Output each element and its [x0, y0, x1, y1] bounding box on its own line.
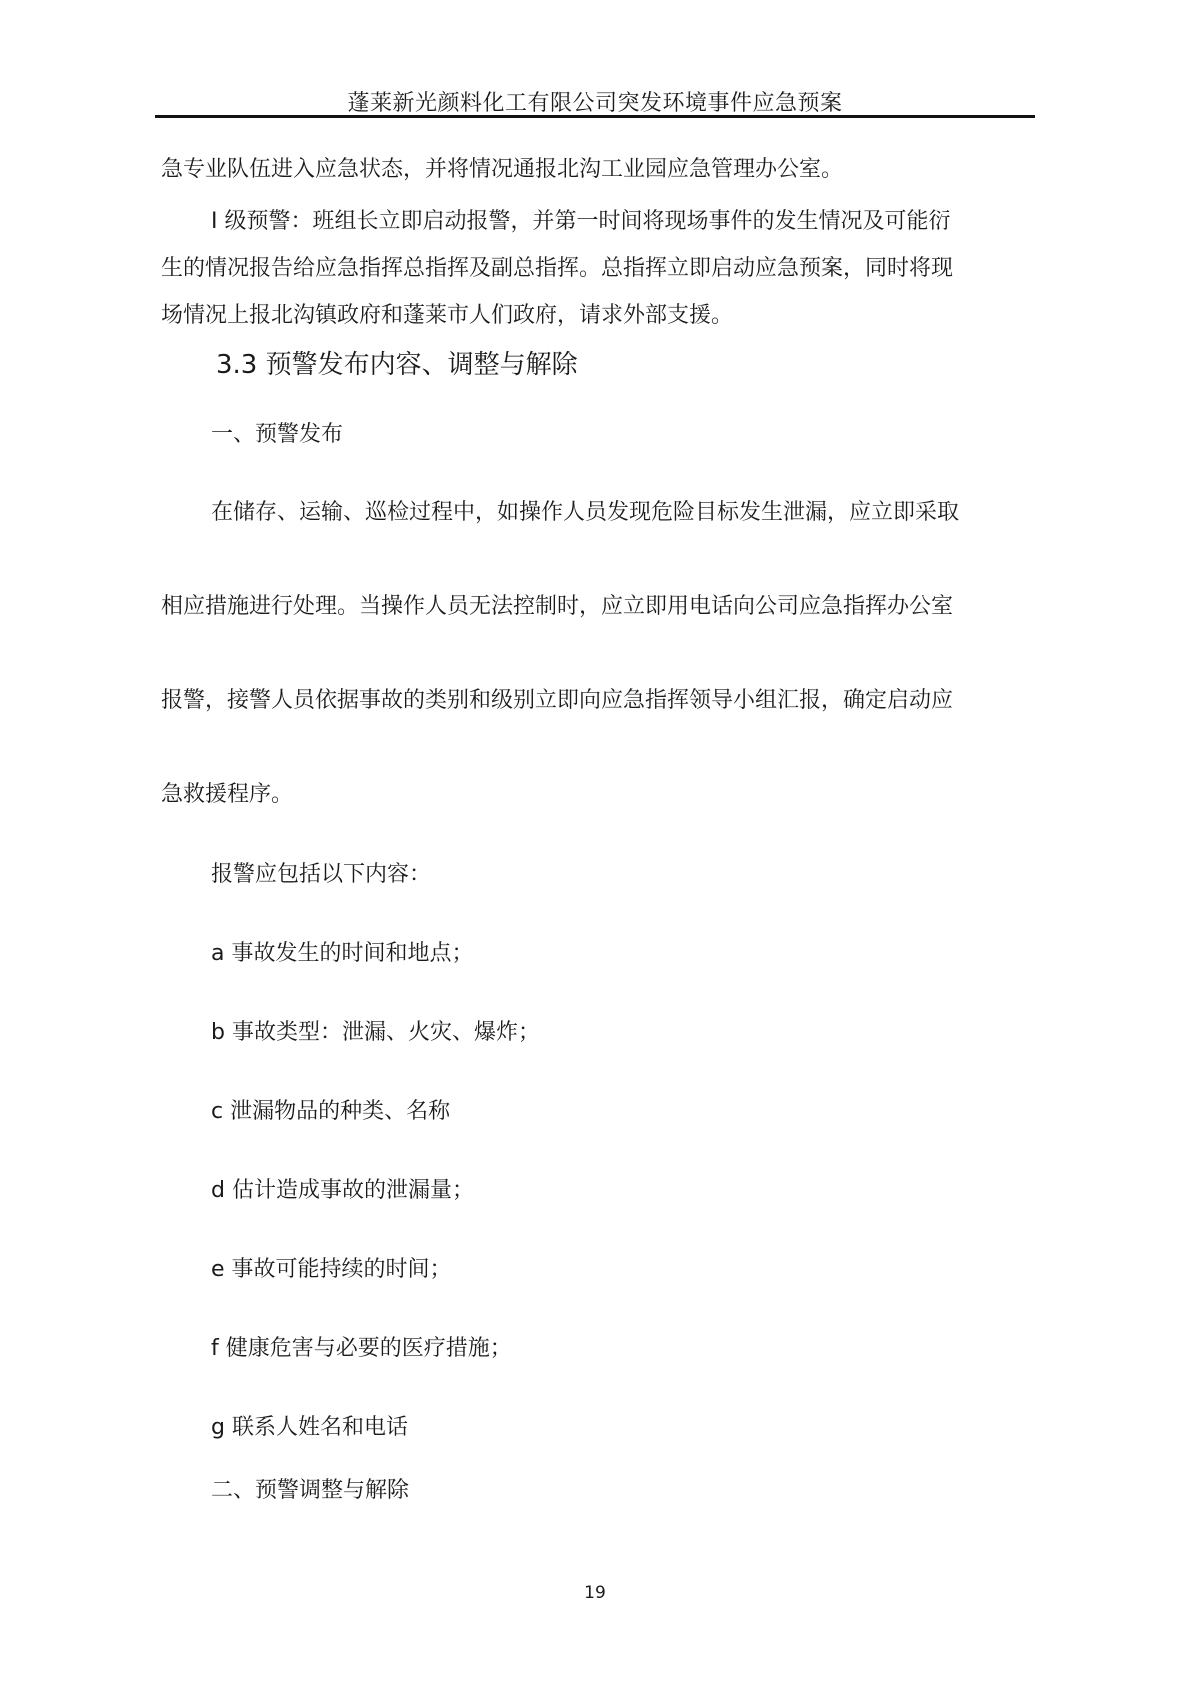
list-item: g 联系人姓名和电话 — [211, 1415, 408, 1440]
list-item: d 估计造成事故的泄漏量； — [211, 1178, 474, 1203]
paragraph-line: 急救援程序。 — [161, 782, 294, 807]
document-header-title: 蓬莱新光颜料化工有限公司突发环境事件应急预案 — [347, 91, 843, 116]
list-item: e 事故可能持续的时间； — [211, 1257, 452, 1282]
header-divider — [155, 115, 1035, 118]
paragraph-line: 生的情况报告给应急指挥总指挥及副总指挥。总指挥立即启动应急预案，同时将现 — [161, 256, 954, 281]
list-item: f 健康危害与必要的医疗措施； — [211, 1336, 512, 1361]
page-number: 19 — [584, 1583, 606, 1603]
subsection-heading: 二、预警调整与解除 — [211, 1478, 410, 1503]
list-item: a 事故发生的时间和地点； — [211, 941, 474, 966]
paragraph-line: 报警，接警人员依据事故的类别和级别立即向应急指挥领导小组汇报，确定启动应 — [161, 688, 954, 713]
subsection-heading: 一、预警发布 — [211, 422, 344, 447]
paragraph-line: 相应措施进行处理。当操作人员无法控制时，应立即用电话向公司应急指挥办公室 — [161, 594, 954, 619]
list-item: b 事故类型：泄漏、火灾、爆炸； — [211, 1020, 540, 1045]
paragraph-line: 急专业队伍进入应急状态，并将情况通报北沟工业园应急管理办公室。 — [161, 157, 844, 182]
paragraph-line: I 级预警：班组长立即启动报警，并第一时间将现场事件的发生情况及可能衍 — [211, 209, 951, 234]
paragraph-line: 场情况上报北沟镇政府和蓬莱市人们政府，请求外部支援。 — [161, 303, 734, 328]
paragraph-line: 在储存、运输、巡检过程中，如操作人员发现危险目标发生泄漏，应立即采取 — [211, 500, 960, 525]
list-item: c 泄漏物品的种类、名称 — [211, 1099, 451, 1124]
section-heading: 3.3 预警发布内容、调整与解除 — [216, 350, 578, 380]
list-intro: 报警应包括以下内容： — [211, 862, 432, 887]
